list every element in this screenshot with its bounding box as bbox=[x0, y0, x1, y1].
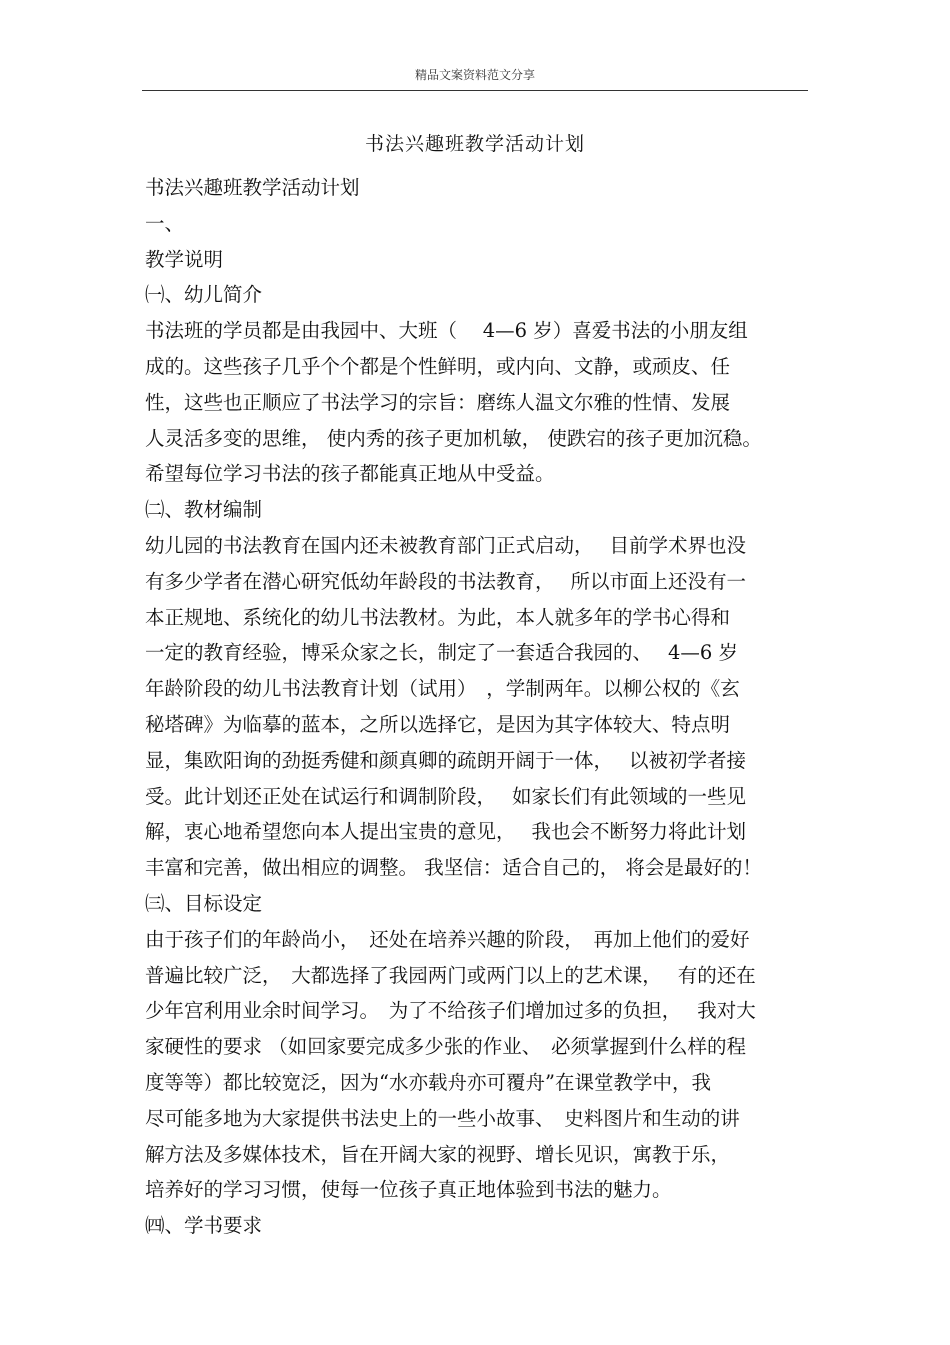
text-line: ㈠、幼儿简介 bbox=[145, 283, 263, 307]
text-line: 希望每位学习书法的孩子都能真正地从中受益。 bbox=[145, 462, 555, 486]
page-header: 精品文案资料范文分享 bbox=[414, 68, 535, 82]
text-line: 幼儿园的书法教育在国内还未被教育部门正式启动， 目前学术界也没 bbox=[145, 533, 746, 557]
text-line: 显，集欧阳询的劲挺秀健和颜真卿的疏朗开阔于一体， 以被初学者接 bbox=[145, 748, 746, 772]
text-line: 尽可能多地为大家提供书法史上的一些小故事、 史料图片和生动的讲 bbox=[145, 1106, 740, 1130]
text-line: 性，这些也正顺应了书法学习的宗旨：磨练人温文尔雅的性情、发展 bbox=[145, 390, 731, 414]
text-line: 由于孩子们的年龄尚小， 还处在培养兴趣的阶段， 再加上他们的爱好 bbox=[145, 927, 750, 951]
header-divider bbox=[142, 90, 808, 91]
text-line: 家硬性的要求 （如回家要完成多少张的作业、 必须掌握到什么样的程 bbox=[145, 1035, 746, 1059]
text-line: 书法兴趣班教学活动计划 bbox=[145, 176, 360, 199]
text-line: 本正规地、系统化的幼儿书法教材。为此，本人就多年的学书心得和 bbox=[145, 605, 731, 629]
text-line: ㈢、目标设定 bbox=[145, 891, 263, 915]
text-line: 培养好的学习习惯，使每一位孩子真正地体验到书法的魅力。 bbox=[145, 1178, 672, 1202]
text-line: 解，衷心地希望您向本人提出宝贵的意见， 我也会不断努力将此计划 bbox=[145, 820, 746, 844]
document-title: 书法兴趣班教学活动计划 bbox=[364, 133, 585, 155]
document-body bbox=[145, 170, 815, 1244]
text-line: 一定的教育经验，博采众家之长，制定了一套适合我园的、 4—6 岁 bbox=[145, 641, 738, 665]
text-line: 书法班的学员都是由我园中、大班（ 4—6 岁）喜爱书法的小朋友组 bbox=[145, 319, 748, 343]
text-line: 度等等）都比较宽泛，因为“水亦载舟亦可覆舟”在课堂教学中，我 bbox=[145, 1070, 711, 1094]
text-line: 丰富和完善，做出相应的调整。 我坚信：适合自己的， 将会是最好的！ bbox=[145, 856, 762, 880]
text-line: 解方法及多媒体技术，旨在开阔大家的视野、增长见识，寓教于乐， bbox=[145, 1142, 731, 1166]
text-line: 一、 bbox=[145, 211, 185, 235]
text-line: 少年宫利用业余时间学习。 为了不给孩子们增加过多的负担， 我对大 bbox=[145, 999, 756, 1023]
text-line: 年龄阶段的幼儿书法教育计划（试用） ，学制两年。以柳公权的《玄 bbox=[145, 677, 740, 701]
text-line: ㈣、学书要求 bbox=[145, 1214, 263, 1238]
text-line: 秘塔碑》为临摹的蓝本，之所以选择它，是因为其字体较大、特点明 bbox=[145, 712, 731, 736]
text-line: 人灵活多变的思维， 使内秀的孩子更加机敏， 使跌宕的孩子更加沉稳。 bbox=[145, 426, 762, 450]
text-line: 成的。这些孩子几乎个个都是个性鲜明，或内向、文静，或顽皮、任 bbox=[145, 354, 731, 378]
text-line: 有多少学者在潜心研究低幼年龄段的书法教育， 所以市面上还没有一 bbox=[145, 569, 746, 593]
text-line: 受。此计划还正处在试运行和调制阶段， 如家长们有此领域的一些见 bbox=[145, 784, 746, 808]
text-line: ㈡、教材编制 bbox=[145, 498, 263, 522]
text-line: 普遍比较广泛， 大都选择了我园两门或两门以上的艺术课， 有的还在 bbox=[145, 963, 756, 987]
text-line: 教学说明 bbox=[145, 247, 224, 271]
